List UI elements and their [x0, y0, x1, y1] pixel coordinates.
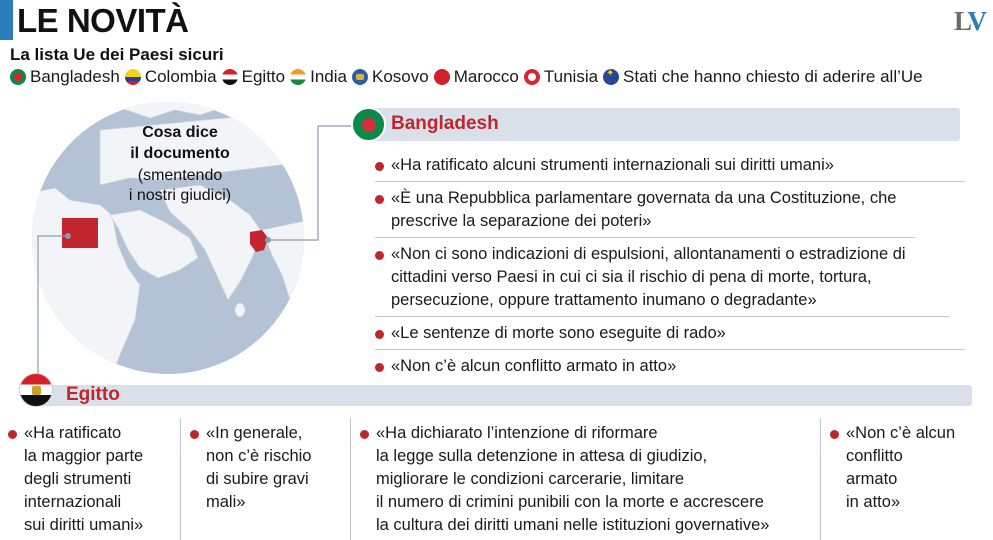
- globe-title-line: il documento: [130, 145, 230, 162]
- bullet-icon: [375, 162, 384, 171]
- logo-letter-v: V: [967, 6, 985, 36]
- list-item: [375, 154, 965, 182]
- list-item: [375, 355, 965, 382]
- bangladesh-statements: [375, 154, 965, 387]
- page-title: LE NOVITÀ: [17, 2, 189, 39]
- column-divider: [180, 418, 181, 540]
- bullet-icon: [375, 330, 384, 339]
- legend-label: Marocco: [453, 67, 519, 86]
- bangladesh-heading: Bangladesh: [391, 113, 499, 134]
- statement-text: «In generale, non c’è rischio di subire gravi mali»: [206, 424, 312, 511]
- sri-lanka: [235, 303, 245, 317]
- column-divider: [820, 418, 821, 540]
- egypt-statement-3: [360, 422, 815, 537]
- statement-text: «Non ci sono indicazioni di espulsioni, allontanamenti o estradizione di cittadini verso Paesi in cui ci sia il rischio di pena di morte, tortura, persecuzione, oppure trattamento inumano o degradante»: [391, 245, 906, 309]
- egypt-header-bar: [40, 385, 972, 406]
- egypt-flag-icon: [19, 373, 53, 407]
- list-item: [375, 187, 915, 238]
- bullet-icon: [375, 251, 384, 260]
- statement-text: «Ha ratificato la maggior parte degli strumenti internazionali sui diritti umani»: [24, 424, 144, 534]
- legend-label: Egitto: [241, 67, 286, 86]
- egypt-highlight: [62, 218, 98, 248]
- legend-label: Tunisia: [543, 67, 599, 86]
- statement-text: «Ha ratificato alcuni strumenti internazionali sui diritti umani»: [391, 156, 834, 174]
- legend-label: Kosovo: [371, 67, 429, 86]
- globe-title-line: Cosa dice: [142, 124, 218, 141]
- bullet-icon: [375, 195, 384, 204]
- statement-text: «Non c’è alcun conflitto armato in atto»: [391, 357, 677, 375]
- bangladesh-flag-icon: [351, 107, 386, 142]
- statement-text: «È una Repubblica parlamentare governata da una Costituzione, che prescrive la separazione dei poteri»: [391, 189, 897, 230]
- globe-subtitle: [100, 166, 260, 206]
- bullet-icon: [190, 430, 199, 439]
- bullet-icon: [8, 430, 17, 439]
- page-subtitle: La lista Ue dei Paesi sicuri: [10, 45, 224, 64]
- globe-subtitle-line: i nostri giudici): [128, 187, 232, 204]
- egypt-statement-2: [190, 422, 340, 514]
- logo-letter-l: L: [953, 6, 968, 36]
- statement-text: «Ha dichiarato l’intenzione di riformare la legge sulla detenzione in attesa di giudizio, migliorare le condizioni carcerarie, limitare il numero di crimini punibili con la morte e accrescere la cultura dei diritti umani nelle istituzioni governative»: [376, 424, 770, 534]
- statement-text: «Non c’è alcun conflitto armato in atto»: [846, 424, 956, 511]
- legend-label: Colombia: [144, 67, 217, 86]
- bullet-icon: [375, 363, 384, 372]
- column-divider: [350, 418, 351, 540]
- egypt-statement-1: [8, 422, 178, 537]
- legend-label: India: [310, 67, 347, 86]
- statement-text: «Le sentenze di morte sono eseguite di rado»: [391, 324, 726, 342]
- egypt-statement-4: [830, 422, 980, 514]
- bullet-icon: [360, 430, 369, 439]
- list-item: [375, 322, 965, 350]
- globe-title: [100, 122, 260, 164]
- egypt-heading: Egitto: [66, 384, 120, 405]
- list-item: [375, 243, 950, 317]
- legend-label: Bangladesh: [30, 67, 120, 86]
- globe-subtitle-line: (smentendo: [137, 167, 223, 184]
- legend-label: Stati che hanno chiesto di aderire all’Ue: [623, 67, 923, 86]
- bullet-icon: [830, 430, 839, 439]
